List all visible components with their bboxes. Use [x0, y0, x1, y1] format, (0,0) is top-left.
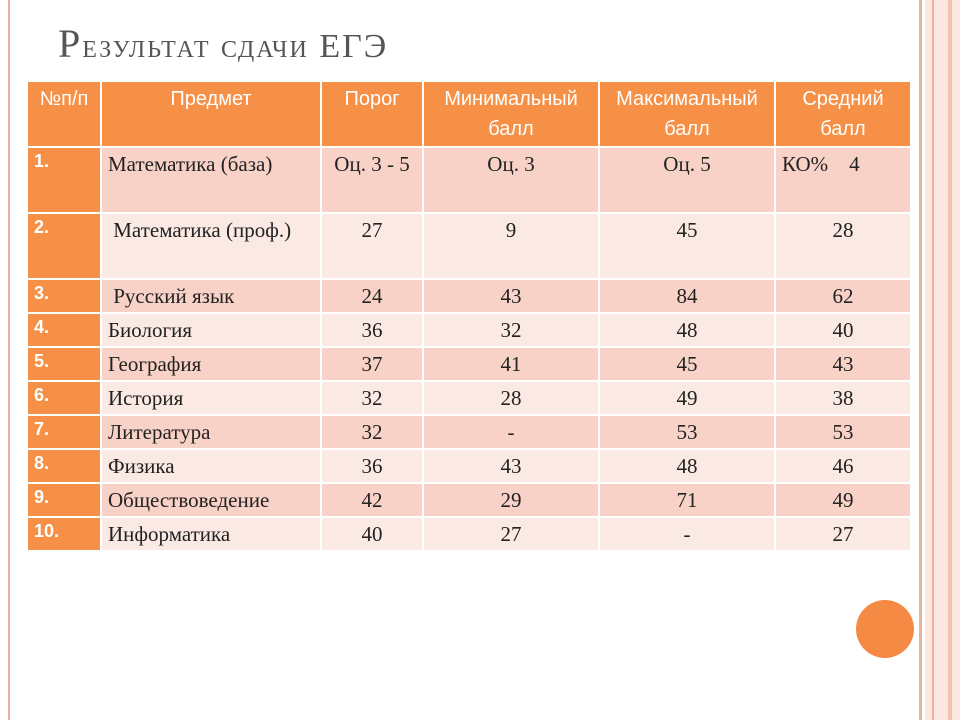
row-number: 4. [27, 313, 101, 347]
row-threshold: 40 [321, 517, 423, 551]
row-subject: Обществоведение [101, 483, 321, 517]
header-cell-min: Минимальный балл [423, 81, 599, 147]
table-row [27, 147, 911, 213]
table-row [27, 381, 911, 415]
row-min: 43 [423, 279, 599, 313]
table-row [27, 347, 911, 381]
row-avg: 28 [775, 213, 911, 279]
row-threshold: 32 [321, 415, 423, 449]
row-subject: Физика [101, 449, 321, 483]
table-row [27, 483, 911, 517]
row-max: 53 [599, 415, 775, 449]
row-subject: Математика (проф.) [101, 213, 321, 279]
row-avg: 27 [775, 517, 911, 551]
row-threshold: 42 [321, 483, 423, 517]
row-max: 48 [599, 449, 775, 483]
row-subject: Информатика [101, 517, 321, 551]
slide-title-rest: езультат сдачи ЕГЭ [82, 28, 389, 65]
row-avg: 53 [775, 415, 911, 449]
row-number: 2. [27, 213, 101, 279]
row-min: 27 [423, 517, 599, 551]
row-max: Оц. 5 [599, 147, 775, 213]
row-number: 6. [27, 381, 101, 415]
slide-title [58, 18, 758, 70]
header-cell-threshold: Порог [321, 81, 423, 147]
row-subject: География [101, 347, 321, 381]
table-row [27, 279, 911, 313]
table-row [27, 415, 911, 449]
row-number: 1. [27, 147, 101, 213]
row-threshold: 32 [321, 381, 423, 415]
row-subject: Математика (база) [101, 147, 321, 213]
row-min: - [423, 415, 599, 449]
row-subject: Литература [101, 415, 321, 449]
row-threshold: Оц. 3 - 5 [321, 147, 423, 213]
row-number: 3. [27, 279, 101, 313]
table-row [27, 517, 911, 551]
slide-frame-right-line [948, 0, 952, 720]
row-max: 45 [599, 213, 775, 279]
row-max: 48 [599, 313, 775, 347]
slide-title-initial: Р [58, 21, 83, 66]
row-min: 29 [423, 483, 599, 517]
row-max: - [599, 517, 775, 551]
row-number: 8. [27, 449, 101, 483]
table-row [27, 313, 911, 347]
row-number: 5. [27, 347, 101, 381]
slide-frame-right-line [919, 0, 922, 720]
row-threshold: 24 [321, 279, 423, 313]
row-threshold: 27 [321, 213, 423, 279]
row-threshold: 36 [321, 449, 423, 483]
row-threshold: 36 [321, 313, 423, 347]
table-row [27, 213, 911, 279]
header-cell-number: №п/п [27, 81, 101, 147]
row-subject: Биология [101, 313, 321, 347]
row-max: 45 [599, 347, 775, 381]
row-min: 32 [423, 313, 599, 347]
row-avg: КО% 4 [775, 147, 911, 213]
row-avg: 49 [775, 483, 911, 517]
decorative-circle [856, 600, 914, 658]
header-cell-avg: Средний балл [775, 81, 911, 147]
row-number: 7. [27, 415, 101, 449]
header-cell-subject: Предмет [101, 81, 321, 147]
row-number: 9. [27, 483, 101, 517]
header-cell-max: Максимальный балл [599, 81, 775, 147]
row-min: 9 [423, 213, 599, 279]
table-row [27, 449, 911, 483]
row-subject: История [101, 381, 321, 415]
table-header-row [27, 81, 911, 147]
results-table [26, 80, 912, 552]
row-avg: 40 [775, 313, 911, 347]
row-avg: 62 [775, 279, 911, 313]
row-max: 49 [599, 381, 775, 415]
row-min: Оц. 3 [423, 147, 599, 213]
slide-frame-left [8, 0, 10, 720]
row-min: 41 [423, 347, 599, 381]
row-max: 71 [599, 483, 775, 517]
row-threshold: 37 [321, 347, 423, 381]
row-min: 43 [423, 449, 599, 483]
row-min: 28 [423, 381, 599, 415]
row-avg: 43 [775, 347, 911, 381]
row-avg: 46 [775, 449, 911, 483]
row-subject: Русский язык [101, 279, 321, 313]
row-max: 84 [599, 279, 775, 313]
row-avg: 38 [775, 381, 911, 415]
slide-frame-right-band [925, 0, 960, 720]
slide-frame-right-line [932, 0, 934, 720]
row-number: 10. [27, 517, 101, 551]
